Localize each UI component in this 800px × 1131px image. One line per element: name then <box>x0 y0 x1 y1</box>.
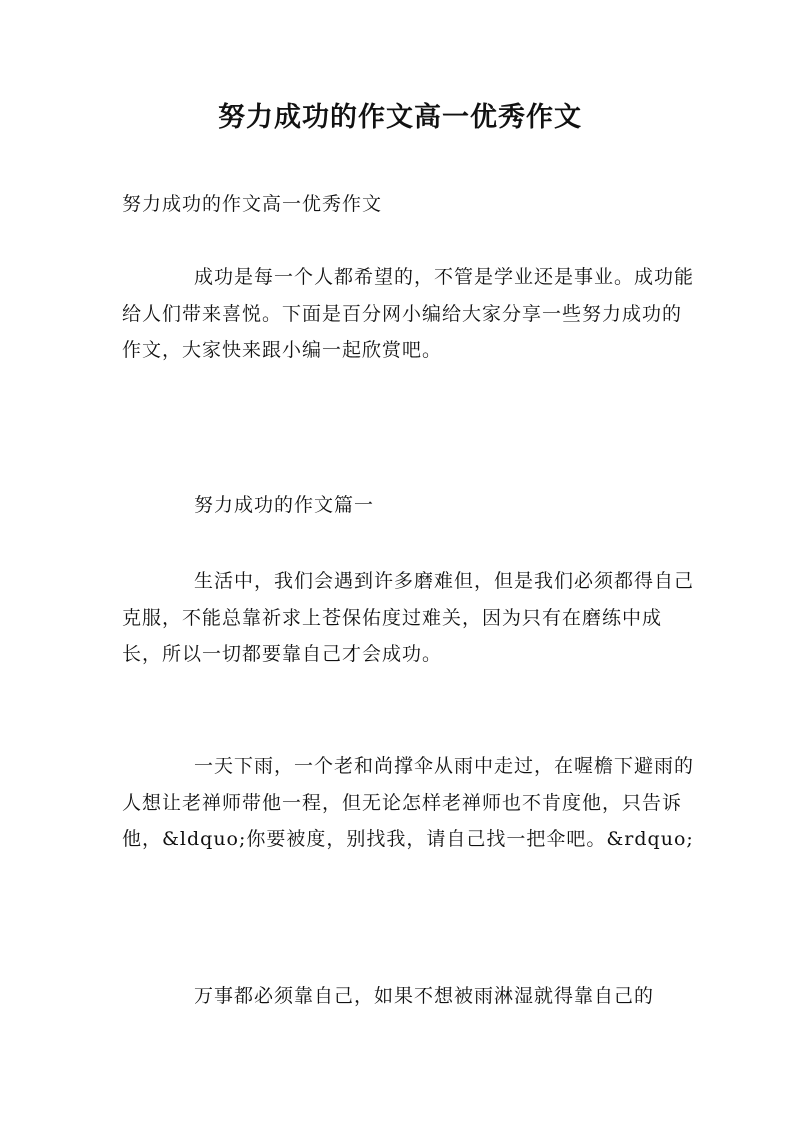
body-paragraph: 生活中，我们会遇到许多磨难但，但是我们必须都得自己克服，不能总靠祈求上苍保佑度过难关，因为只有在磨练中成长，所以一切都要靠自己才会成功。 <box>122 570 695 665</box>
body-paragraph: 一天下雨，一个老和尚撑伞从雨中走过，在喔檐下避雨的人想让老禅师带他一程，但无论怎样老禅师也不肯度他，只告诉他，&ldquo;你要被度，别找我，请自己找一把伞吧。&rdquo; <box>122 755 695 850</box>
section-heading: 努力成功的作文篇一 <box>194 494 375 516</box>
body-paragraph: 万事都必须靠自己，如果不想被雨淋湿就得靠自己的 <box>194 985 655 1007</box>
document-title: 努力成功的作文高一优秀作文 <box>218 102 582 133</box>
intro-paragraph: 成功是每一个人都希望的，不管是学业还是事业。成功能给人们带来喜悦。下面是百分网小编给大家分享一些努力成功的作文，大家快来跟小编一起欣赏吧。 <box>122 266 695 361</box>
document-subtitle: 努力成功的作文高一优秀作文 <box>122 193 383 215</box>
